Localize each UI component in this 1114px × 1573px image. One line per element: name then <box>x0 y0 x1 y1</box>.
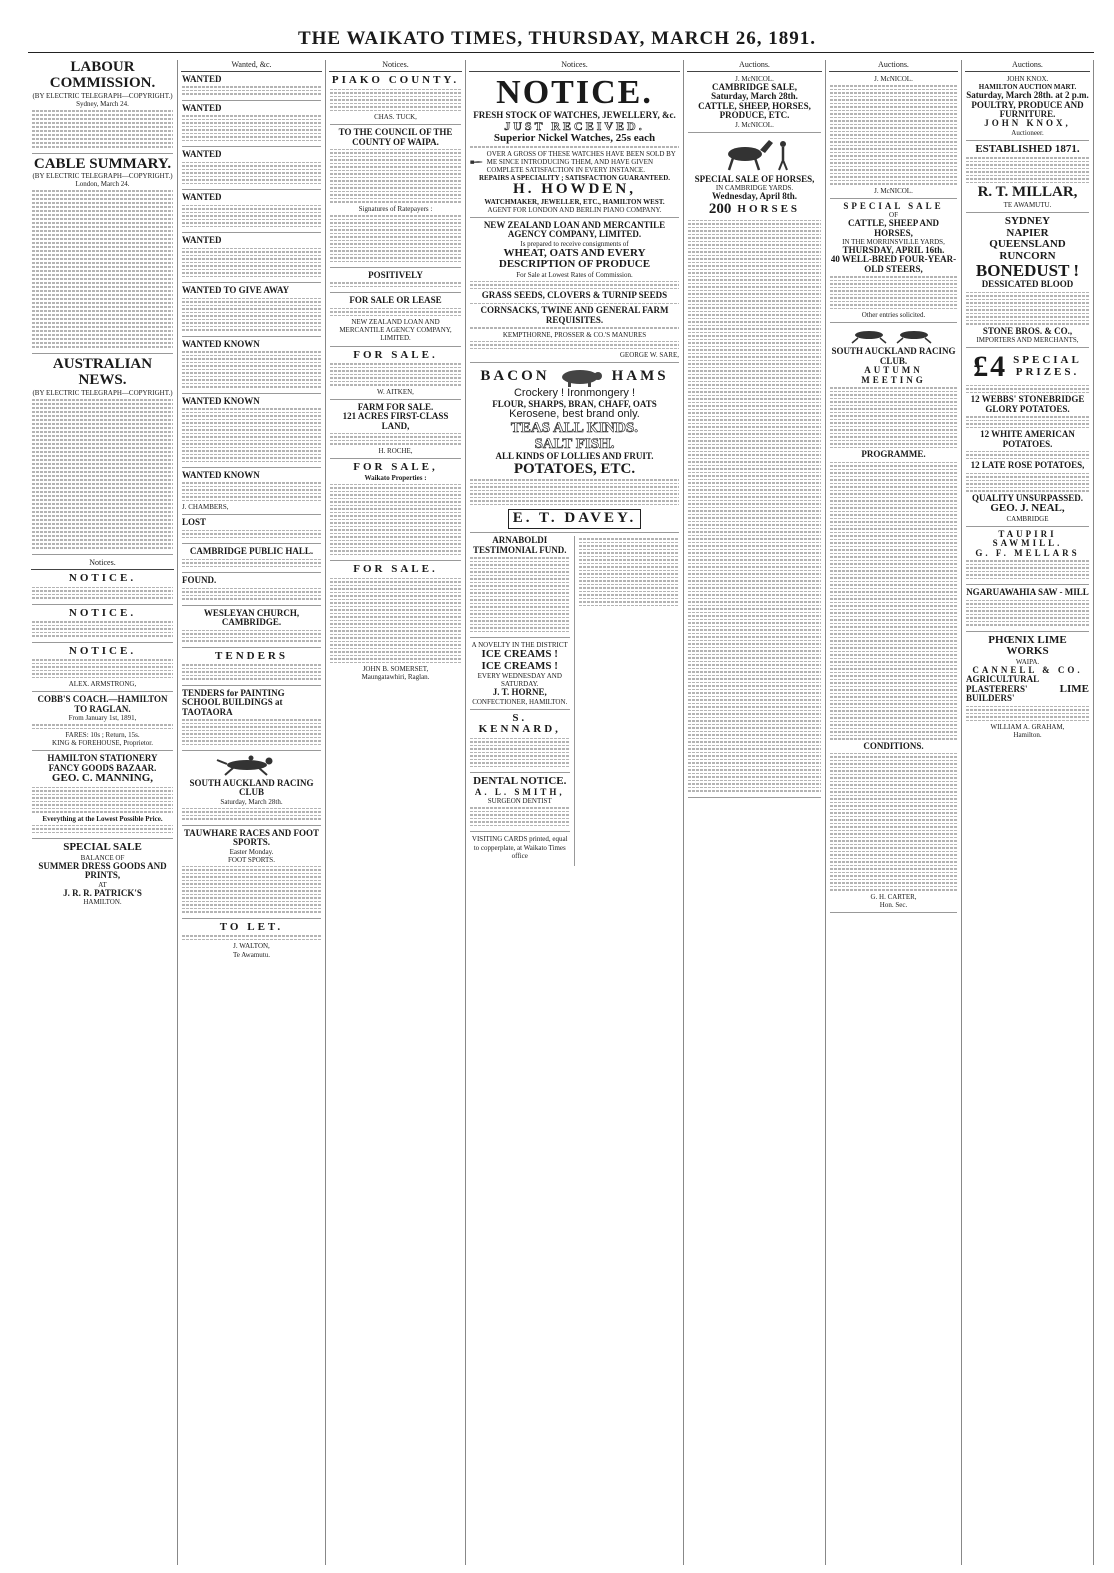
ice-creams-ad <box>470 641 570 710</box>
teas-line: TEAS ALL KINDS. <box>510 419 639 436</box>
wanted-ad-6 <box>182 286 321 336</box>
special-horses-ad <box>688 136 821 798</box>
found-title: FOUND. <box>182 575 217 586</box>
wanted-heading: Wanted, &c. <box>181 60 322 72</box>
ice-creams-2: ICE CREAMS ! <box>481 659 558 672</box>
cornsacks-line: CORNSACKS, TWINE AND GENERAL FARM REQUISITES. <box>480 305 669 325</box>
tenders-title: TENDERS <box>215 649 288 662</box>
mellars-name: G. F. MELLARS <box>975 547 1080 558</box>
c6-mcnicol-sign: J. McNICOL. <box>874 186 913 195</box>
waipa-title: TO THE COUNCIL OF THE COUNTY OF WAIPA. <box>338 127 453 147</box>
for-sale-lease-ad <box>330 296 461 346</box>
column-7 <box>962 60 1094 1565</box>
auctions-heading-6: Auctions. <box>829 60 958 72</box>
wanted-ad-8 <box>182 397 321 468</box>
wanted-6-title: WANTED TO GIVE AWAY <box>182 285 290 296</box>
sare-name: GEORGE W. SARE, <box>619 351 679 360</box>
waipa-council-ad <box>330 128 461 268</box>
wanted-ad-9 <box>182 471 321 515</box>
racing-horses-woodcut-icon <box>844 326 944 344</box>
for-sale-title: FOR SALE. <box>353 348 438 361</box>
phoenix-title: PHŒNIX LIME WORKS <box>988 633 1067 658</box>
wesleyan-title: WESLEYAN CHURCH, CAMBRIDGE. <box>203 607 300 628</box>
positively-title: POSITIVELY <box>368 270 423 281</box>
quality-line: QUALITY UNSURPASSED. <box>971 492 1084 503</box>
waikato-properties: Waikato Properties : <box>364 473 427 482</box>
column-1 <box>28 60 178 1565</box>
raglan-sale-ad <box>330 564 461 684</box>
somerset-name: JOHN B. SOMERSET, <box>362 665 429 674</box>
wanted-ad-3 <box>182 150 321 190</box>
at-line: AT <box>98 880 107 889</box>
millar-ad <box>966 144 1089 213</box>
horse-count: 200 <box>708 200 732 217</box>
notice-3 <box>32 646 173 693</box>
knox-auctioneer: Auctioneer. <box>1011 128 1044 137</box>
fresh-stock: FRESH STOCK OF WATCHES, JEWELLERY, &c. <box>473 109 676 120</box>
coach-proprietor: KING & FOREHOUSE, Proprietor. <box>52 739 153 748</box>
notice-2-title: NOTICE. <box>68 606 137 619</box>
queensland-line: QUEENSLAND <box>989 238 1066 251</box>
patrick-sale <box>32 842 173 909</box>
morrinsville-sale-ad <box>830 202 957 324</box>
every-wed-sat: EVERY WEDNESDAY AND SATURDAY. <box>477 672 562 689</box>
ratepayers-heading: Signatures of Ratepayers : <box>358 204 433 213</box>
wanted-4-title: WANTED <box>182 192 222 203</box>
to-let-ad <box>182 922 321 962</box>
bonedust-title: BONEDUST ! <box>975 261 1080 281</box>
special-horses-title: SPECIAL SALE OF HORSES, <box>694 173 815 184</box>
racing-club-date: Saturday, March 28th. <box>220 797 283 806</box>
repairs-line: REPAIRS A SPECIALITY ; SATISFACTION GUARANTEED. <box>478 173 671 182</box>
cobbs-coach <box>32 695 173 751</box>
c6-of: OF <box>889 211 898 220</box>
c4-right-subcol <box>575 536 684 865</box>
novelty-line: A NOVELTY IN THE DISTRICT <box>471 641 568 650</box>
australian-news <box>32 357 173 555</box>
c6-other-entries: Other entries solicited. <box>861 311 926 320</box>
nz-loan-title: NEW ZEALAND LOAN AND MERCANTILE AGENCY COMPANY, LIMITED. <box>483 219 666 240</box>
confectioner-line: CONFECTIONER, HAMILTON. <box>472 697 568 706</box>
easter-monday: Easter Monday. <box>229 847 274 856</box>
tenders-school-title: TENDERS for PAINTING SCHOOL BUILDINGS at TAOTAORA <box>182 687 285 717</box>
knox-mart-ad <box>966 75 1089 141</box>
piako-clerk: CHAS. TUCK, <box>374 113 417 122</box>
horse-and-handler-woodcut-icon <box>715 136 795 172</box>
hon-sec: Hon. Sec. <box>879 901 908 910</box>
just-received: JUST RECEIVED. <box>504 119 645 134</box>
racehorse-woodcut-icon <box>207 754 297 776</box>
ngaruawahia-title: NGARUAWAHIA SAW - MILL <box>966 587 1089 598</box>
c4-left-subcol <box>466 536 575 865</box>
raglan-sale-title: FOR SALE. <box>353 563 438 576</box>
wanted-9-title: WANTED KNOWN <box>182 470 260 480</box>
cambridge-sale-ad <box>688 75 821 133</box>
to-let-title: TO LET. <box>219 920 284 933</box>
c6-thursday: THURSDAY, APRIL 16th. <box>842 245 945 255</box>
gross-watches: OVER A GROSS OF THESE WATCHES HAVE BEEN SOLD BY ME SINCE INTRODUCING THEM, AND HAVE GIVEN COMPLETE SATISFACTION IN EVERY INSTANCE. <box>486 149 676 174</box>
knox-date: Saturday, March 28th. at 2 p.m. <box>966 90 1089 101</box>
sa-racing-title: SOUTH AUCKLAND RACING CLUB. <box>831 346 956 366</box>
te-awamutu: TE AWAMUTU. <box>1003 201 1052 210</box>
conditions-heading: CONDITIONS. <box>863 740 924 751</box>
cambridge-hall-ad <box>182 547 321 573</box>
stationery-title: HAMILTON STATIONERY <box>47 753 158 764</box>
masthead-title: THE WAIKATO TIMES, THURSDAY, MARCH 26, 1891. <box>297 28 817 49</box>
pointing-hand-icon <box>470 154 483 170</box>
positively-ad <box>330 271 461 293</box>
pounds-four: £4 <box>973 350 1008 384</box>
tauwhare-title: TAUWHARE RACES AND FOOT SPORTS. <box>183 827 320 848</box>
balance-of: BALANCE OF <box>80 853 125 862</box>
everything-line: Everything at the Lowest Possible Price. <box>42 814 163 823</box>
wanted-ad-1 <box>182 75 321 101</box>
notice-1 <box>32 573 173 605</box>
masthead-rule <box>28 52 1094 53</box>
column-4 <box>466 60 684 1565</box>
lime-word: LIME <box>1059 682 1089 695</box>
howden-name: H. HOWDEN, <box>513 180 636 197</box>
tauwhare-races-ad <box>182 829 321 919</box>
mcnicol-horse-list <box>830 75 957 199</box>
davey-ad <box>470 366 679 533</box>
flour-line: FLOUR, SHARPS, BRAN, CHAFF, OATS <box>492 398 657 409</box>
salt-fish-line: SALT FISH. <box>534 435 615 452</box>
pig-woodcut-icon <box>556 366 606 388</box>
c6-steers: 40 WELL-BRED FOUR-YEAR-OLD STEERS, <box>830 254 957 274</box>
neal-name: GEO. J. NEAL, <box>990 502 1065 515</box>
notice-3-title: NOTICE. <box>68 644 137 657</box>
notice-3-signer: ALEX. ARMSTRONG, <box>68 680 137 689</box>
australian-title: AUSTRALIAN NEWS. <box>52 356 153 389</box>
bonedust-ad <box>966 216 1089 348</box>
wanted-5-title: WANTED <box>182 235 222 246</box>
wanted-ad-7 <box>182 340 321 394</box>
somerset-place: Maungatawhiri, Raglan. <box>361 673 430 682</box>
knox-poultry: POULTRY, PRODUCE AND FURNITURE. <box>971 99 1084 119</box>
gunsmith-name: J. CHAMBERS, <box>182 503 229 512</box>
for-sale-ad <box>330 350 461 400</box>
howden-agent: AGENT FOR LONDON AND BERLIN PIANO COMPANY. <box>487 205 662 214</box>
cambridge-sale-title: CAMBRIDGE SALE, <box>711 82 797 93</box>
smith-name: A. L. SMITH, <box>474 786 565 797</box>
cable-title: CABLE SUMMARY. <box>33 155 172 172</box>
nickel-watches: Superior Nickel Watches, 25s each <box>493 131 656 144</box>
neal-town: CAMBRIDGE <box>1006 514 1049 523</box>
tenders-school-ad <box>182 689 321 751</box>
lollies-line: ALL KINDS OF LOLLIES AND FRUIT. <box>495 451 654 462</box>
cable-meta: (BY ELECTRIC TELEGRAPH—COPYRIGHT.) London, March 24. <box>32 172 173 189</box>
australian-meta: (BY ELECTRIC TELEGRAPH—COPYRIGHT.) <box>32 388 173 397</box>
c6-cattle: CATTLE, SHEEP AND HORSES, <box>847 218 940 238</box>
nz-loan-ad <box>470 221 679 363</box>
coach-fares: FARES: 10s ; Return, 15s. <box>65 731 140 740</box>
plasterers-word: PLASTERERS' <box>966 683 1028 694</box>
labour-commission <box>32 60 173 154</box>
masthead <box>0 28 1114 50</box>
american-potatoes: 12 WHITE AMERICAN POTATOES. <box>980 429 1075 449</box>
hams-title: HAMS <box>611 368 669 385</box>
prepared-line: Is prepared to receive consignments of <box>520 239 629 248</box>
labour-meta: (BY ELECTRIC TELEGRAPH—COPYRIGHT.) Sydney, March 24. <box>32 91 173 108</box>
wanted-3-title: WANTED <box>182 149 222 160</box>
cambridge-yards: IN CAMBRIDGE YARDS. <box>715 184 794 193</box>
taupiri-title: TAUPIRI SAWMILL. <box>992 528 1063 549</box>
wanted-ad-4 <box>182 193 321 233</box>
horne-name: J. T. HORNE, <box>492 687 547 698</box>
kennard-ad <box>470 713 570 774</box>
stone-bros: STONE BROS. & CO., <box>982 325 1073 336</box>
nz-loan-line: NEW ZEALAND LOAN AND MERCANTILE AGENCY COMPANY, LIMITED. <box>339 318 452 343</box>
auctions-heading-7: Auctions. <box>965 60 1090 72</box>
kempthorne-line: KEMPTHORNE, PROSSER & CO.'S MANURES <box>502 330 647 339</box>
davey-name: E. T. DAVEY. <box>508 509 641 529</box>
stone-subtitle: IMPORTERS AND MERCHANTS, <box>976 336 1079 345</box>
ngaruawahia-ad <box>966 588 1089 631</box>
farm-sale-ad <box>330 403 461 459</box>
wanted-7-title: WANTED KNOWN <box>182 338 260 349</box>
auction-line: For Sale at Lowest Rates of Commission. <box>516 270 633 279</box>
knox-header: JOHN KNOX. <box>1006 75 1049 83</box>
crockery-line: Crockery ! Ironmongery ! <box>513 387 636 400</box>
graham-place: Hamilton. <box>1013 731 1042 740</box>
dessicated-blood: DESSICATED BLOOD <box>981 279 1074 290</box>
cambridge-hall-title: CAMBRIDGE PUBLIC HALL. <box>189 546 314 557</box>
piako-title: PIAKO COUNTY. <box>331 74 460 86</box>
wanted-1-title: WANTED <box>182 74 222 84</box>
taupiri-ad <box>966 530 1089 585</box>
c5-auctioneer: J. McNICOL. <box>735 75 774 83</box>
dental-ad <box>470 776 570 832</box>
potatoes-line: POTATOES, ETC. <box>513 460 636 477</box>
coach-line: From January 1st, 1891, <box>68 714 137 723</box>
surgeon-line: SURGEON DENTIST <box>487 797 552 806</box>
notice-1-title: NOTICE. <box>68 571 137 584</box>
established-line: ESTABLISHED 1871. <box>975 142 1080 155</box>
testimonial-ad <box>470 536 570 638</box>
cambridge-sale-date: Saturday, March 28th. <box>711 91 798 102</box>
knox-name: JOHN KNOX, <box>984 118 1071 129</box>
wanted-ad-5 <box>182 236 321 283</box>
lost-title: LOST <box>182 517 207 528</box>
lost-ad <box>182 518 321 544</box>
sydney-line: SYDNEY <box>1004 215 1051 228</box>
howden-ad <box>470 75 679 218</box>
column-6 <box>826 60 962 1565</box>
labour-title: LABOUR COMMISSION. <box>49 60 156 91</box>
wesleyan-ad <box>182 609 321 648</box>
bacon-title: BACON <box>480 368 550 385</box>
column-3 <box>326 60 466 1565</box>
for-sale-3-title: FOR SALE, <box>353 460 438 473</box>
summer-dress: SUMMER DRESS GOODS AND PRINTS, <box>38 860 167 881</box>
sa-racing-club-ad <box>830 326 957 913</box>
for-sale-lease-title: FOR SALE OR LEASE <box>349 295 442 306</box>
manning-name: GEO. C. MANNING, <box>51 772 154 785</box>
builders-word: BUILDERS' <box>966 693 1015 704</box>
column-2 <box>178 60 326 1565</box>
acres-line: 121 ACRES FIRST-CLASS LAND, <box>342 411 449 431</box>
manning-ad <box>32 754 173 839</box>
horses-date: Wednesday, April 8th. <box>711 191 798 202</box>
patrick-town: HAMILTON. <box>83 898 122 907</box>
cattle-line: CATTLE, SHEEP, HORSES, PRODUCE, ETC. <box>698 100 811 121</box>
wheat-oats-line: WHEAT, OATS AND EVERY DESCRIPTION OF PRODUCE <box>498 246 651 271</box>
notice-2 <box>32 608 173 643</box>
roche-name: H. ROCHE, <box>378 446 413 455</box>
visiting-cards-ad <box>470 835 570 862</box>
c6-auctioneer: J. McNICOL. <box>874 75 913 83</box>
kennard-name: S. KENNARD, <box>478 711 561 736</box>
aitken-name: W. AITKEN, <box>377 387 414 396</box>
grass-seeds-line: GRASS SEEDS, CLOVERS & TURNIP SEEDS <box>481 290 668 301</box>
auctions-heading-5: Auctions. <box>687 60 822 72</box>
millar-name: R. T. MILLAR, <box>977 184 1078 201</box>
carter-name: G. H. CARTER, <box>870 892 917 901</box>
mcnicol-sign: J. McNICOL. <box>735 120 774 129</box>
piako-ad <box>330 75 461 125</box>
tenders-ad <box>182 651 321 686</box>
neal-prizes-ad <box>966 351 1089 527</box>
dental-title: DENTAL NOTICE. <box>473 775 567 788</box>
special-word: SPECIAL <box>1013 354 1082 367</box>
fancy-goods-title: FANCY GOODS BAZAAR. <box>48 762 157 773</box>
testimonial-title: ARNABOLDI TESTIMONIAL FUND. <box>472 535 567 555</box>
autumn-meeting: AUTUMN MEETING <box>861 365 926 385</box>
notices-heading-3: Notices. <box>329 60 462 72</box>
ice-creams-1: ICE CREAMS ! <box>481 648 558 661</box>
farm-sale-title: FARM FOR SALE. <box>357 401 434 412</box>
c6-special-sale: SPECIAL SALE <box>843 200 944 211</box>
foot-sports: FOOT SPORTS. <box>228 855 275 864</box>
special-sale-title: SPECIAL SALE <box>63 841 142 854</box>
notices-heading: Notices. <box>31 558 174 570</box>
found-ad <box>182 576 321 605</box>
phoenix-lime-ad <box>966 635 1089 742</box>
runcorn-line: RUNCORN <box>999 249 1056 262</box>
rose-potatoes: 12 LATE ROSE POTATOES, <box>970 460 1085 471</box>
horses-word: HORSES <box>737 202 801 215</box>
webbs-potatoes: 12 WEBBS' STONEBRIDGE GLORY POTATOES. <box>970 394 1085 414</box>
c6-yards: IN THE MORRINSVILLE YARDS, <box>842 237 945 246</box>
notice-headline: NOTICE. <box>496 74 653 111</box>
prizes-word: PRIZES. <box>1015 365 1080 378</box>
knox-mart: HAMILTON AUCTION MART. <box>978 83 1077 92</box>
napier-line: NAPIER <box>1006 226 1049 239</box>
notices-heading-4: Notices. <box>469 60 680 72</box>
agricultural-word: AGRICULTURAL <box>966 674 1040 685</box>
programme-heading: PROGRAMME. <box>861 449 926 460</box>
walton-place: Te Awamutu. <box>233 950 270 959</box>
wanted-8-title: WANTED KNOWN <box>182 395 260 406</box>
waikato-properties-ad <box>330 462 461 561</box>
wanted-ad-2 <box>182 104 321 147</box>
graham-name: WILLIAM A. GRAHAM, <box>990 723 1065 732</box>
racing-club-title: SOUTH AUCKLAND RACING CLUB <box>189 778 314 798</box>
kerosene-line: Kerosene, best brand only. <box>509 408 640 421</box>
patrick-name: J. R. R. PATRICK'S <box>63 887 142 898</box>
coach-title: COBB'S COACH.—HAMILTON TO RAGLAN. <box>37 694 168 714</box>
phoenix-waipa: WAIPA. <box>1015 657 1040 666</box>
walton-name: J. WALTON, <box>233 942 270 951</box>
visiting-cards-line: VISITING CARDS printed, equal to copperplate, at Waikato Times office <box>471 835 568 860</box>
cable-summary <box>32 157 173 355</box>
howden-subtitle: WATCHMAKER, JEWELLER, ETC., HAMILTON WEST. <box>484 197 665 206</box>
wanted-2-title: WANTED <box>182 102 222 113</box>
racing-club-ad <box>182 754 321 826</box>
column-5 <box>684 60 826 1565</box>
cannell-name: CANNELL & CO. <box>972 664 1083 675</box>
